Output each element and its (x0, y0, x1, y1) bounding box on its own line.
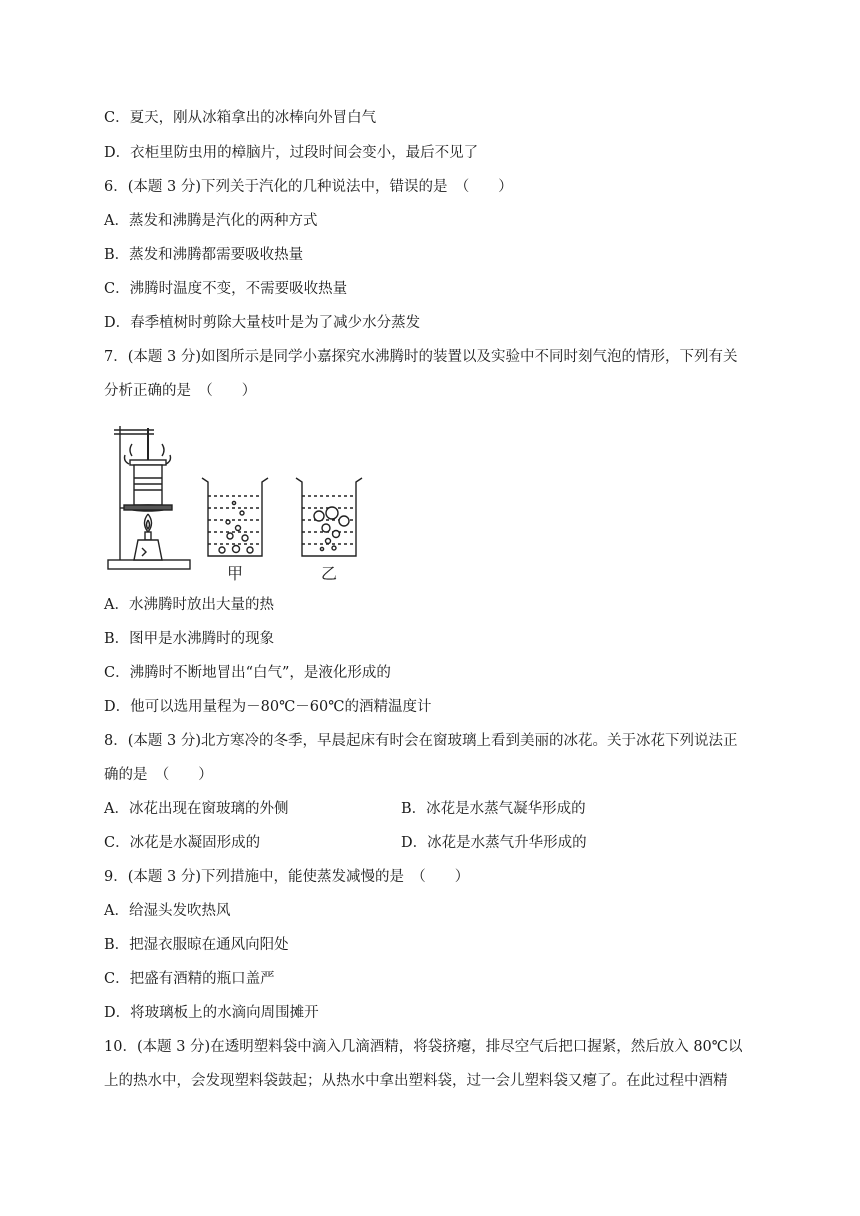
q10-stem-line1: 10．(本题 3 分)在透明塑料袋中滴入几滴酒精，将袋挤瘪，排尽空气后把口握紧，然后放入 80℃以 (104, 1039, 743, 1055)
q6-stem: 6．(本题 3 分)下列关于汽化的几种说法中，错误的是 （ ） (104, 179, 513, 195)
boiling-experiment-figure (104, 418, 368, 584)
q6-option-d: D．春季植树时剪除大量枝叶是为了减少水分蒸发 (104, 315, 421, 331)
q7-option-b: B．图甲是水沸腾时的现象 (104, 631, 275, 647)
figure-label-yi: 乙 (320, 564, 338, 583)
q6-option-c: C．沸腾时温度不变，不需要吸收热量 (104, 281, 348, 297)
q9-option-b: B．把湿衣服晾在通风向阳处 (104, 937, 289, 953)
q8-option-b: B．冰花是水蒸气凝华形成的 (401, 801, 586, 817)
q9-option-a: A．给湿头发吹热风 (104, 903, 231, 919)
q7-stem-line2: 分析正确的是 （ ） (104, 383, 257, 399)
q9-option-c: C．把盛有酒精的瓶口盖严 (104, 971, 275, 987)
q8-stem-line1: 8．(本题 3 分)北方寒冷的冬季，早晨起床有时会在窗玻璃上看到美丽的冰花。关于冰花下列说法正 (104, 733, 738, 749)
q9-stem: 9．(本题 3 分)下列措施中，能使蒸发减慢的是 （ ） (104, 869, 470, 885)
alcohol-lamp (134, 540, 162, 560)
stand-base (108, 560, 190, 569)
q6-option-a: A．蒸发和沸腾是汽化的两种方式 (104, 213, 318, 229)
q5-option-d: D．衣柜里防虫用的樟脑片，过段时间会变小，最后不见了 (104, 145, 479, 161)
q9-option-d: D．将玻璃板上的水滴向周围摊开 (104, 1005, 319, 1021)
stand-beaker (134, 465, 162, 505)
q7-option-c: C．沸腾时不断地冒出“白气”，是液化形成的 (104, 665, 391, 681)
beaker-yi (296, 478, 362, 556)
q7-stem-line1: 7．(本题 3 分)如图所示是同学小嘉探究水沸腾时的装置以及实验中不同时刻气泡的情形，下列有关 (104, 349, 738, 365)
q8-stem-line2: 确的是 （ ） (104, 767, 213, 783)
q8-option-d: D．冰花是水蒸气升华形成的 (401, 835, 587, 851)
q8-option-c: C．冰花是水凝固形成的 (104, 835, 261, 851)
q8-option-a: A．冰花出现在窗玻璃的外侧 (104, 801, 289, 817)
q6-option-b: B．蒸发和沸腾都需要吸收热量 (104, 247, 304, 263)
figure-label-jia: 甲 (226, 564, 244, 583)
q10-stem-line2: 上的热水中，会发现塑料袋鼓起；从热水中拿出塑料袋，过一会儿塑料袋又瘪了。在此过程中酒精 (104, 1073, 728, 1089)
q7-option-a: A．水沸腾时放出大量的热 (104, 597, 274, 613)
q5-option-c: C．夏天，刚从冰箱拿出的冰棒向外冒白气 (104, 110, 377, 126)
q7-option-d: D．他可以选用量程为－80℃－60℃的酒精温度计 (104, 699, 432, 715)
beaker-jia (202, 478, 268, 556)
